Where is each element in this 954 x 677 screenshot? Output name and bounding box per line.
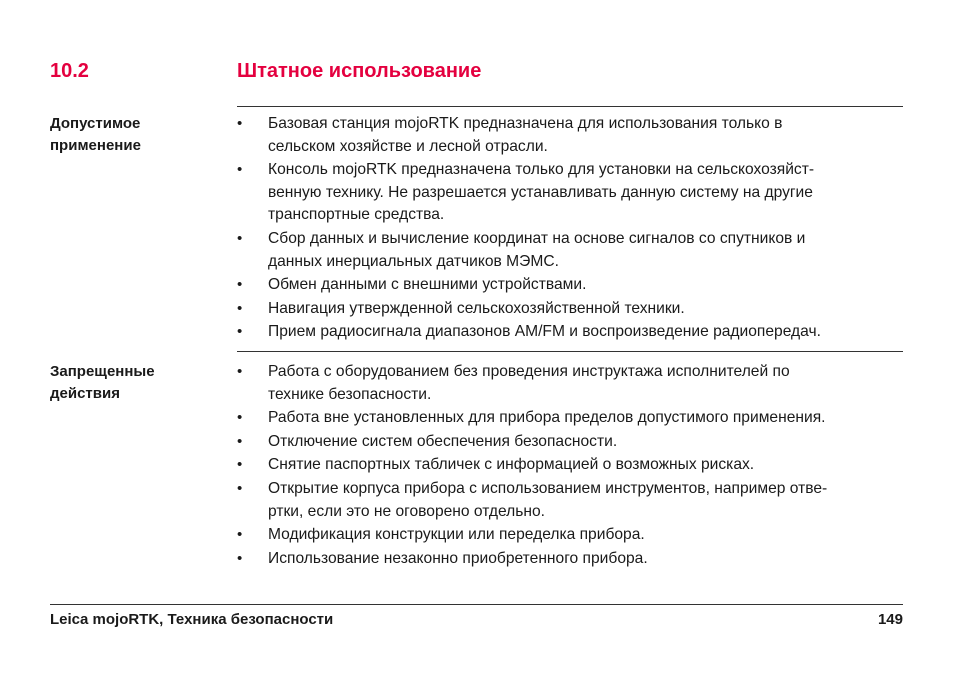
section-heading <box>50 60 904 88</box>
list-item <box>237 361 903 406</box>
list-item: • Снятие паспортных табличек с информацией о возможных рисках. <box>237 454 903 477</box>
section-title: Штатное использование <box>237 60 482 82</box>
permitted-use-list <box>237 113 903 345</box>
page-number: 149 <box>877 611 903 628</box>
list-item: • Обмен данными с внешними устройствами. <box>237 274 903 297</box>
list-item-line: • Сбор данных и вычисление координат на основе сигналов со спутников и <box>268 229 806 247</box>
list-item: • Отключение систем обеспечения безопасности. <box>237 431 903 454</box>
section-label <box>50 113 225 157</box>
footer-rule <box>50 604 903 605</box>
list-item-line: данных инерциальных датчиков МЭМС. <box>268 252 559 270</box>
list-item: • Модификация конструкции или переделка прибора. <box>237 524 903 547</box>
list-item-line: • Базовая станция mojoRTK предназначена для использования только в <box>268 115 783 132</box>
label-line: Запрещенные <box>50 363 155 380</box>
list-item <box>237 159 903 227</box>
list-item-line: ртки, если это не оговорено отдельно. <box>268 502 545 520</box>
list-item <box>237 478 903 523</box>
page-footer <box>50 611 903 633</box>
section-number: 10.2 <box>50 60 89 82</box>
label-line: применение <box>50 137 141 154</box>
divider-rule <box>237 106 903 107</box>
list-item <box>237 228 903 273</box>
list-item: • Работа вне установленных для прибора пределов допустимого применения. <box>237 407 903 430</box>
list-item-line: венную технику. Не разрешается устанавливать данную систему на другие <box>268 183 813 201</box>
list-item <box>237 113 903 158</box>
list-item: • Навигация утвержденной сельскохозяйственной техники. <box>237 298 903 321</box>
list-item-line: технике безопасности. <box>268 385 432 403</box>
prohibited-actions-list <box>237 361 903 571</box>
list-item-line: • Открытие корпуса прибора с использованием инструментов, например отве- <box>268 479 828 497</box>
list-item-line: • Консоль mojoRTK предназначена только для установки на сельскохозяйст- <box>268 161 815 179</box>
footer-title: Leica mojoRTK, Техника безопасности <box>50 611 334 628</box>
divider-rule <box>237 351 903 352</box>
list-item: • Прием радиосигнала диапазонов AM/FM и воспроизведение радиопередач. <box>237 321 903 344</box>
list-item: • Использование незаконно приобретенного прибора. <box>237 548 903 571</box>
list-item-line: сельском хозяйстве и лесной отрасли. <box>268 137 548 155</box>
list-item-line: • Работа с оборудованием без проведения инструктажа исполнителей по <box>268 363 790 380</box>
list-item-line: транспортные средства. <box>268 206 445 224</box>
section-label <box>50 361 225 405</box>
label-line: действия <box>50 385 120 402</box>
label-line: Допустимое <box>50 115 141 132</box>
